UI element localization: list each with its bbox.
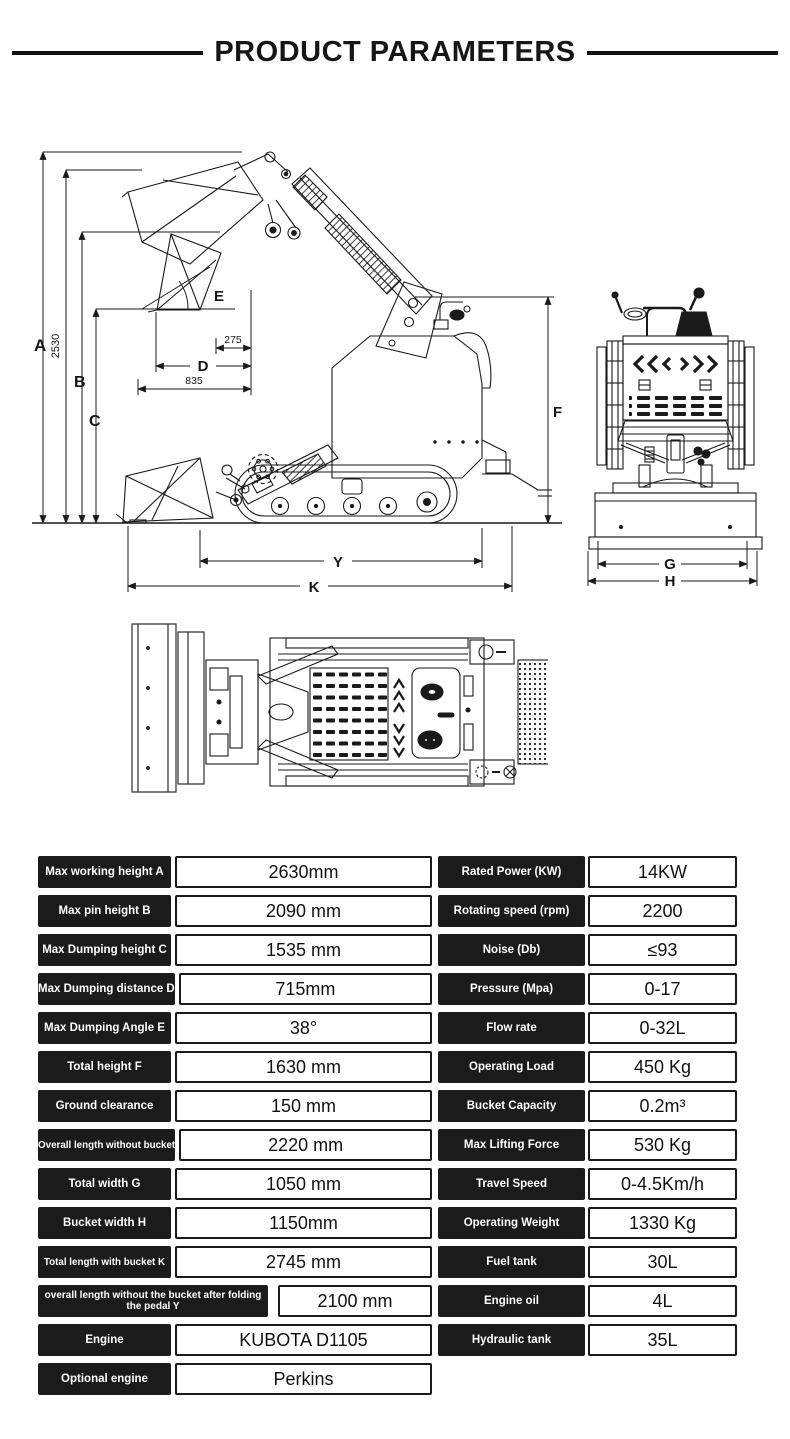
- machine-front-view: [589, 288, 762, 549]
- spec-value: 35L: [588, 1324, 737, 1356]
- spec-row: [438, 1051, 737, 1083]
- spec-label: Total height F: [38, 1051, 171, 1083]
- spec-label: Noise (Db): [438, 934, 585, 966]
- spec-label: Max Dumping Angle E: [38, 1012, 171, 1044]
- spec-row: [38, 934, 432, 966]
- spec-row: [38, 1129, 432, 1161]
- spec-row: [38, 1051, 432, 1083]
- svg-text:E: E: [214, 288, 225, 305]
- spec-row: [38, 1090, 432, 1122]
- spec-row: [438, 973, 737, 1005]
- side-dimension-lines: [32, 152, 562, 592]
- spec-row: [438, 934, 737, 966]
- spec-row: [438, 895, 737, 927]
- spec-value: 1150mm: [175, 1207, 432, 1239]
- spec-row: [438, 1207, 737, 1239]
- side-dimension-labels: [34, 288, 562, 596]
- page-title: PRODUCT PARAMETERS: [214, 36, 576, 68]
- spec-label: Max working height A: [38, 856, 171, 888]
- spec-value: 0-4.5Km/h: [588, 1168, 737, 1200]
- spec-value: ≤93: [588, 934, 737, 966]
- spec-value: 2745 mm: [175, 1246, 432, 1278]
- svg-text:Y: Y: [332, 554, 344, 571]
- spec-label: Max Dumping height C: [38, 934, 171, 966]
- spec-label: Rated Power (KW): [438, 856, 585, 888]
- spec-row: [38, 1363, 432, 1395]
- spec-value: 450 Kg: [588, 1051, 737, 1083]
- spec-label: Max Lifting Force: [438, 1129, 585, 1161]
- spec-label: Ground clearance: [38, 1090, 171, 1122]
- spec-label: Total length with bucket K: [38, 1246, 171, 1278]
- spec-label: Engine: [38, 1324, 171, 1356]
- spec-value: 2630mm: [175, 856, 432, 888]
- svg-text:A: A: [34, 336, 47, 355]
- machine-side-view: [116, 152, 552, 523]
- top-view-drawing: [118, 612, 548, 812]
- header-rule-left: [12, 51, 203, 55]
- spec-row: [38, 1285, 432, 1317]
- svg-text:D: D: [197, 358, 209, 375]
- side-view-drawing: [30, 140, 565, 600]
- spec-label: Engine oil: [438, 1285, 585, 1317]
- spec-value: 1630 mm: [175, 1051, 432, 1083]
- spec-table-right: [438, 856, 737, 1363]
- spec-value: 4L: [588, 1285, 737, 1317]
- machine-top-view: [132, 624, 548, 792]
- spec-value: 2200: [588, 895, 737, 927]
- spec-value: 2090 mm: [175, 895, 432, 927]
- svg-text:2530: 2530: [50, 333, 62, 359]
- front-view-drawing: [583, 283, 768, 593]
- spec-value: 14KW: [588, 856, 737, 888]
- spec-row: [438, 1090, 737, 1122]
- spec-value: 1050 mm: [175, 1168, 432, 1200]
- spec-label: Optional engine: [38, 1363, 171, 1395]
- spec-value: 715mm: [179, 973, 432, 1005]
- spec-value: 530 Kg: [588, 1129, 737, 1161]
- spec-row: [38, 1207, 432, 1239]
- spec-label: Rotating speed (rpm): [438, 895, 585, 927]
- spec-label: Bucket width H: [38, 1207, 171, 1239]
- svg-text:835: 835: [185, 375, 203, 387]
- spec-value: 1535 mm: [175, 934, 432, 966]
- svg-text:F: F: [553, 404, 563, 421]
- spec-label: Flow rate: [438, 1012, 585, 1044]
- spec-value: Perkins: [175, 1363, 432, 1395]
- spec-row: [438, 856, 737, 888]
- spec-value: 1330 Kg: [588, 1207, 737, 1239]
- spec-row: [38, 1246, 432, 1278]
- svg-text:275: 275: [224, 334, 242, 346]
- spec-value: 30L: [588, 1246, 737, 1278]
- front-dimension-labels: [664, 556, 676, 590]
- spec-label: Hydraulic tank: [438, 1324, 585, 1356]
- spec-value: 0-32L: [588, 1012, 737, 1044]
- spec-value: 0.2m³: [588, 1090, 737, 1122]
- spec-label: Pressure (Mpa): [438, 973, 585, 1005]
- spec-value: 0-17: [588, 973, 737, 1005]
- spec-label: Total width G: [38, 1168, 171, 1200]
- svg-text:H: H: [664, 573, 676, 590]
- spec-row: [38, 895, 432, 927]
- spec-label: Operating Weight: [438, 1207, 585, 1239]
- svg-text:K: K: [308, 579, 320, 596]
- spec-row: [38, 1168, 432, 1200]
- spec-label: Fuel tank: [438, 1246, 585, 1278]
- spec-row: [438, 1012, 737, 1044]
- header-rule-right: [587, 51, 778, 55]
- spec-value: 2220 mm: [179, 1129, 432, 1161]
- spec-row: [438, 1246, 737, 1278]
- spec-row: [438, 1168, 737, 1200]
- spec-label: Travel Speed: [438, 1168, 585, 1200]
- spec-row: [438, 1129, 737, 1161]
- svg-text:B: B: [74, 374, 86, 391]
- page-header: [0, 36, 790, 69]
- spec-value: 150 mm: [175, 1090, 432, 1122]
- spec-row: [38, 973, 432, 1005]
- spec-label: Max pin height B: [38, 895, 171, 927]
- spec-label: overall length without the bucket after folding the pedal Y: [38, 1285, 268, 1317]
- spec-value: 38°: [175, 1012, 432, 1044]
- spec-value: 2100 mm: [278, 1285, 432, 1317]
- spec-label: Max Dumping distance D: [38, 973, 175, 1005]
- spec-table-left: [38, 856, 432, 1402]
- spec-row: [38, 1324, 432, 1356]
- svg-text:G: G: [664, 556, 676, 573]
- spec-label: Bucket Capacity: [438, 1090, 585, 1122]
- spec-label: Overall length without bucket: [38, 1129, 175, 1161]
- spec-row: [38, 856, 432, 888]
- spec-row: [438, 1324, 737, 1356]
- svg-text:C: C: [89, 413, 101, 430]
- spec-row: [438, 1285, 737, 1317]
- spec-label: Operating Load: [438, 1051, 585, 1083]
- spec-value: KUBOTA D1105: [175, 1324, 432, 1356]
- spec-row: [38, 1012, 432, 1044]
